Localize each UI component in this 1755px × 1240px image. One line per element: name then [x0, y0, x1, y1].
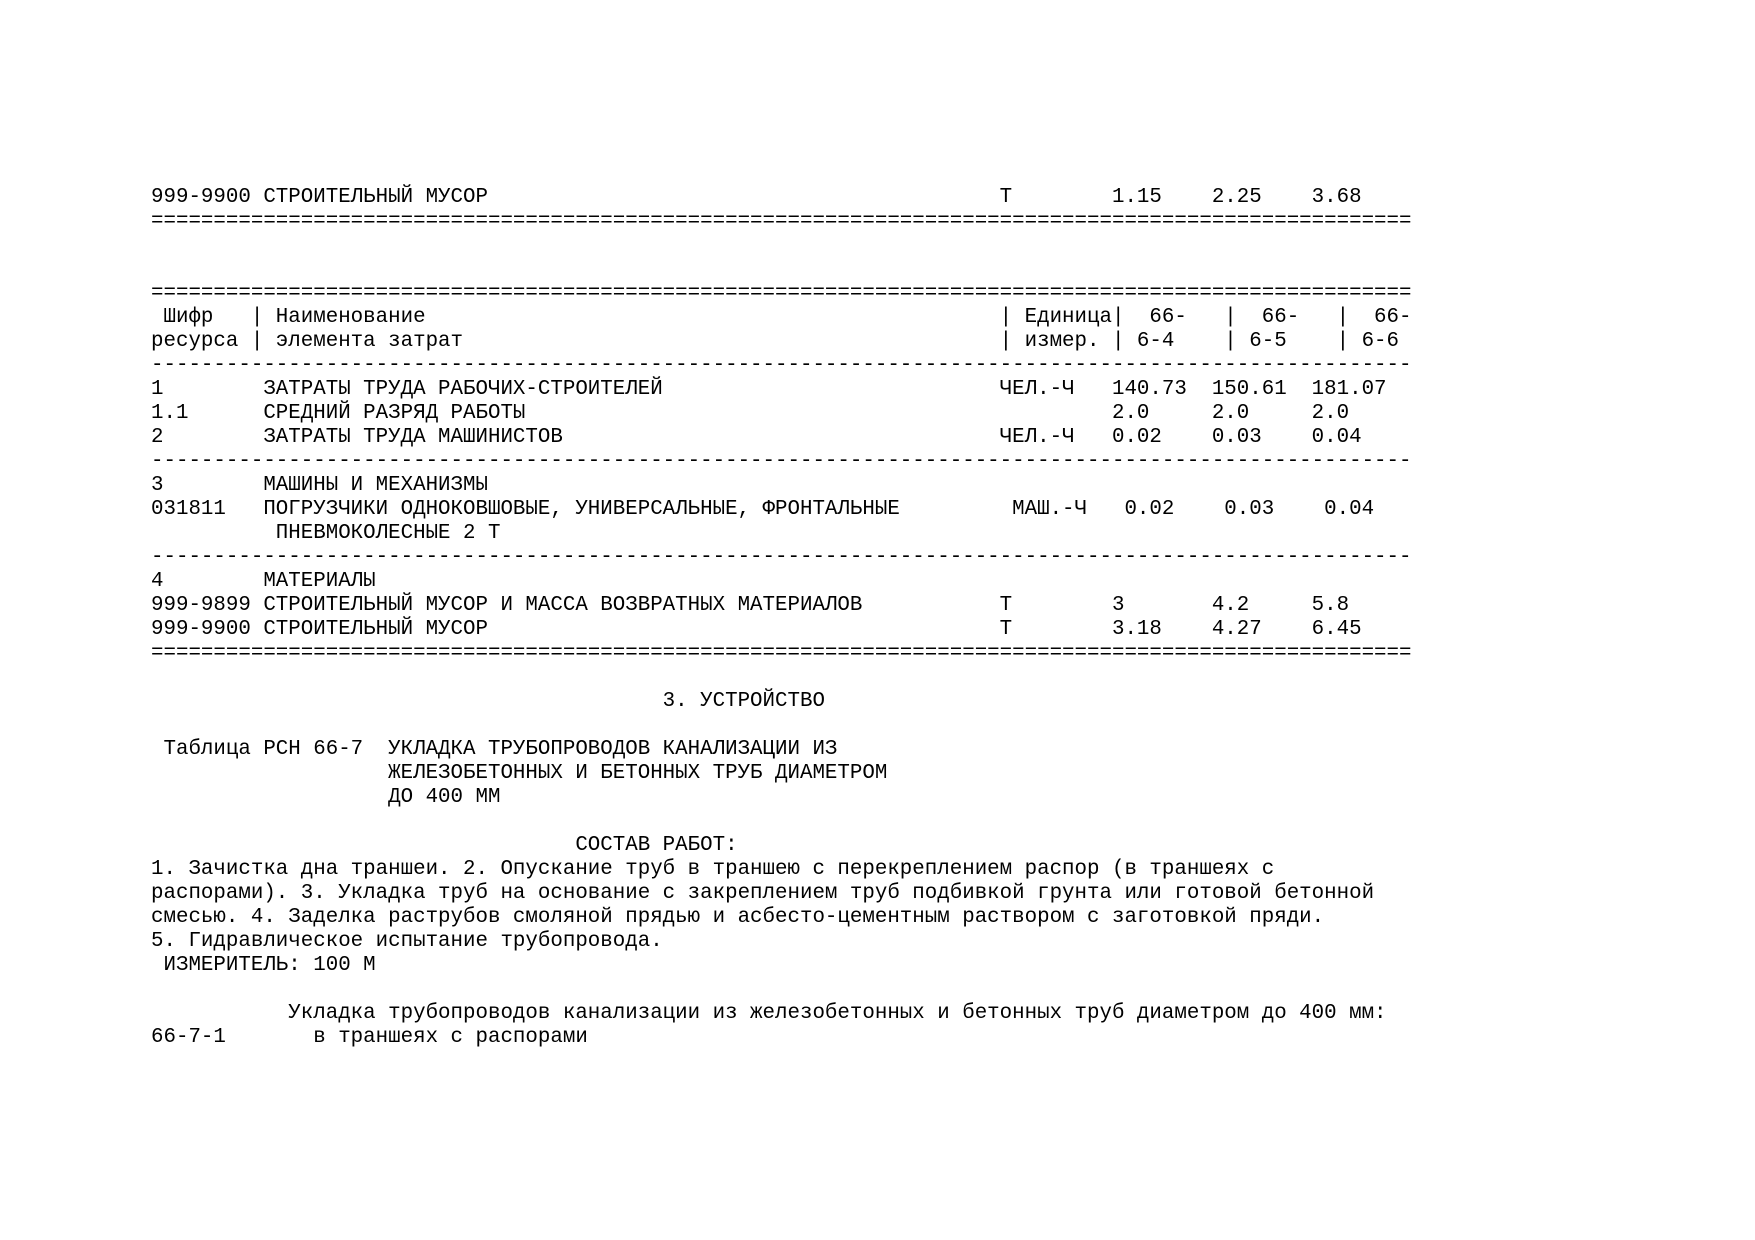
table-header-row-2: ресурса | элемента затрат | измер. | 6-4 | 6-5 | 6-6: [151, 330, 1400, 353]
table-row-materials-header: 4 МАТЕРИАЛЫ: [151, 570, 376, 593]
table-row-machines-header: 3 МАШИНЫ И МЕХАНИЗМЫ: [151, 474, 488, 497]
table-caption-line-3: ДО 400 ММ: [151, 786, 501, 809]
measure-unit: ИЗМЕРИТЕЛЬ: 100 М: [151, 954, 376, 977]
table-row-loaders: 031811 ПОГРУЗЧИКИ ОДНОКОВШОВЫЕ, УНИВЕРСАЛЬНЫЕ, ФРОНТАЛЬНЫЕ МАШ.-Ч 0.02 0.03 0.04: [151, 498, 1375, 521]
separator-dashed: -----------------------------------------------------------------------------------------------------: [151, 354, 1412, 377]
table-caption-line-2: ЖЕЛЕЗОБЕТОННЫХ И БЕТОННЫХ ТРУБ ДИАМЕТРОМ: [151, 762, 888, 785]
table-row-mat-9899: 999-9899 СТРОИТЕЛЬНЫЙ МУСОР И МАССА ВОЗВРАТНЫХ МАТЕРИАЛОВ Т 3 4.2 5.8: [151, 594, 1350, 617]
separator-dashed: -----------------------------------------------------------------------------------------------------: [151, 546, 1412, 569]
item-66-7-1: 66-7-1 в траншеях с распорами: [151, 1026, 588, 1049]
table-row-labor-machinists: 2 ЗАТРАТЫ ТРУДА МАШИНИСТОВ ЧЕЛ.-Ч 0.02 0.03 0.04: [151, 426, 1362, 449]
work-composition-line-4: 5. Гидравлическое испытание трубопровода.: [151, 930, 663, 953]
table-header-row-1: Шифр | Наименование | Единица| 66- | 66- | 66-: [151, 306, 1412, 329]
item-description: Укладка трубопроводов канализации из железобетонных и бетонных труб диаметром до 400 мм:: [151, 1002, 1387, 1025]
table-row-labor-workers: 1 ЗАТРАТЫ ТРУДА РАБОЧИХ-СТРОИТЕЛЕЙ ЧЕЛ.-Ч 140.73 150.61 181.07: [151, 378, 1387, 401]
separator-double: =====================================================================================================: [151, 642, 1412, 665]
separator-double: =====================================================================================================: [151, 282, 1412, 305]
separator-dashed: -----------------------------------------------------------------------------------------------------: [151, 450, 1412, 473]
section-title: 3. УСТРОЙСТВО: [151, 690, 825, 713]
table-caption-line-1: Таблица РСН 66-7 УКЛАДКА ТРУБОПРОВОДОВ КАНАЛИЗАЦИИ ИЗ: [151, 738, 838, 761]
work-composition-line-2: распорами). 3. Укладка труб на основание с закреплением труб подбивкой грунта или готовой бетонной: [151, 882, 1375, 905]
table-row-avg-grade: 1.1 СРЕДНИЙ РАЗРЯД РАБОТЫ 2.0 2.0 2.0: [151, 402, 1350, 425]
table-row-loaders-cont: ПНЕВМОКОЛЕСНЫЕ 2 Т: [151, 522, 501, 545]
work-composition-line-1: 1. Зачистка дна траншеи. 2. Опускание труб в траншею с перекреплением распор (в траншеях с: [151, 858, 1275, 881]
separator-double: =====================================================================================================: [151, 210, 1412, 233]
table-row-mat-9900: 999-9900 СТРОИТЕЛЬНЫЙ МУСОР Т 3.18 4.27 6.45: [151, 618, 1362, 641]
work-composition-heading: СОСТАВ РАБОТ:: [151, 834, 738, 857]
work-composition-line-3: смесью. 4. Заделка раструбов смоляной прядью и асбесто-цементным раствором с заготовкой пряди.: [151, 906, 1325, 929]
document-text: [151, 186, 1412, 1050]
line-mat-9900-prev: 999-9900 СТРОИТЕЛЬНЫЙ МУСОР Т 1.15 2.25 3.68: [151, 186, 1362, 209]
